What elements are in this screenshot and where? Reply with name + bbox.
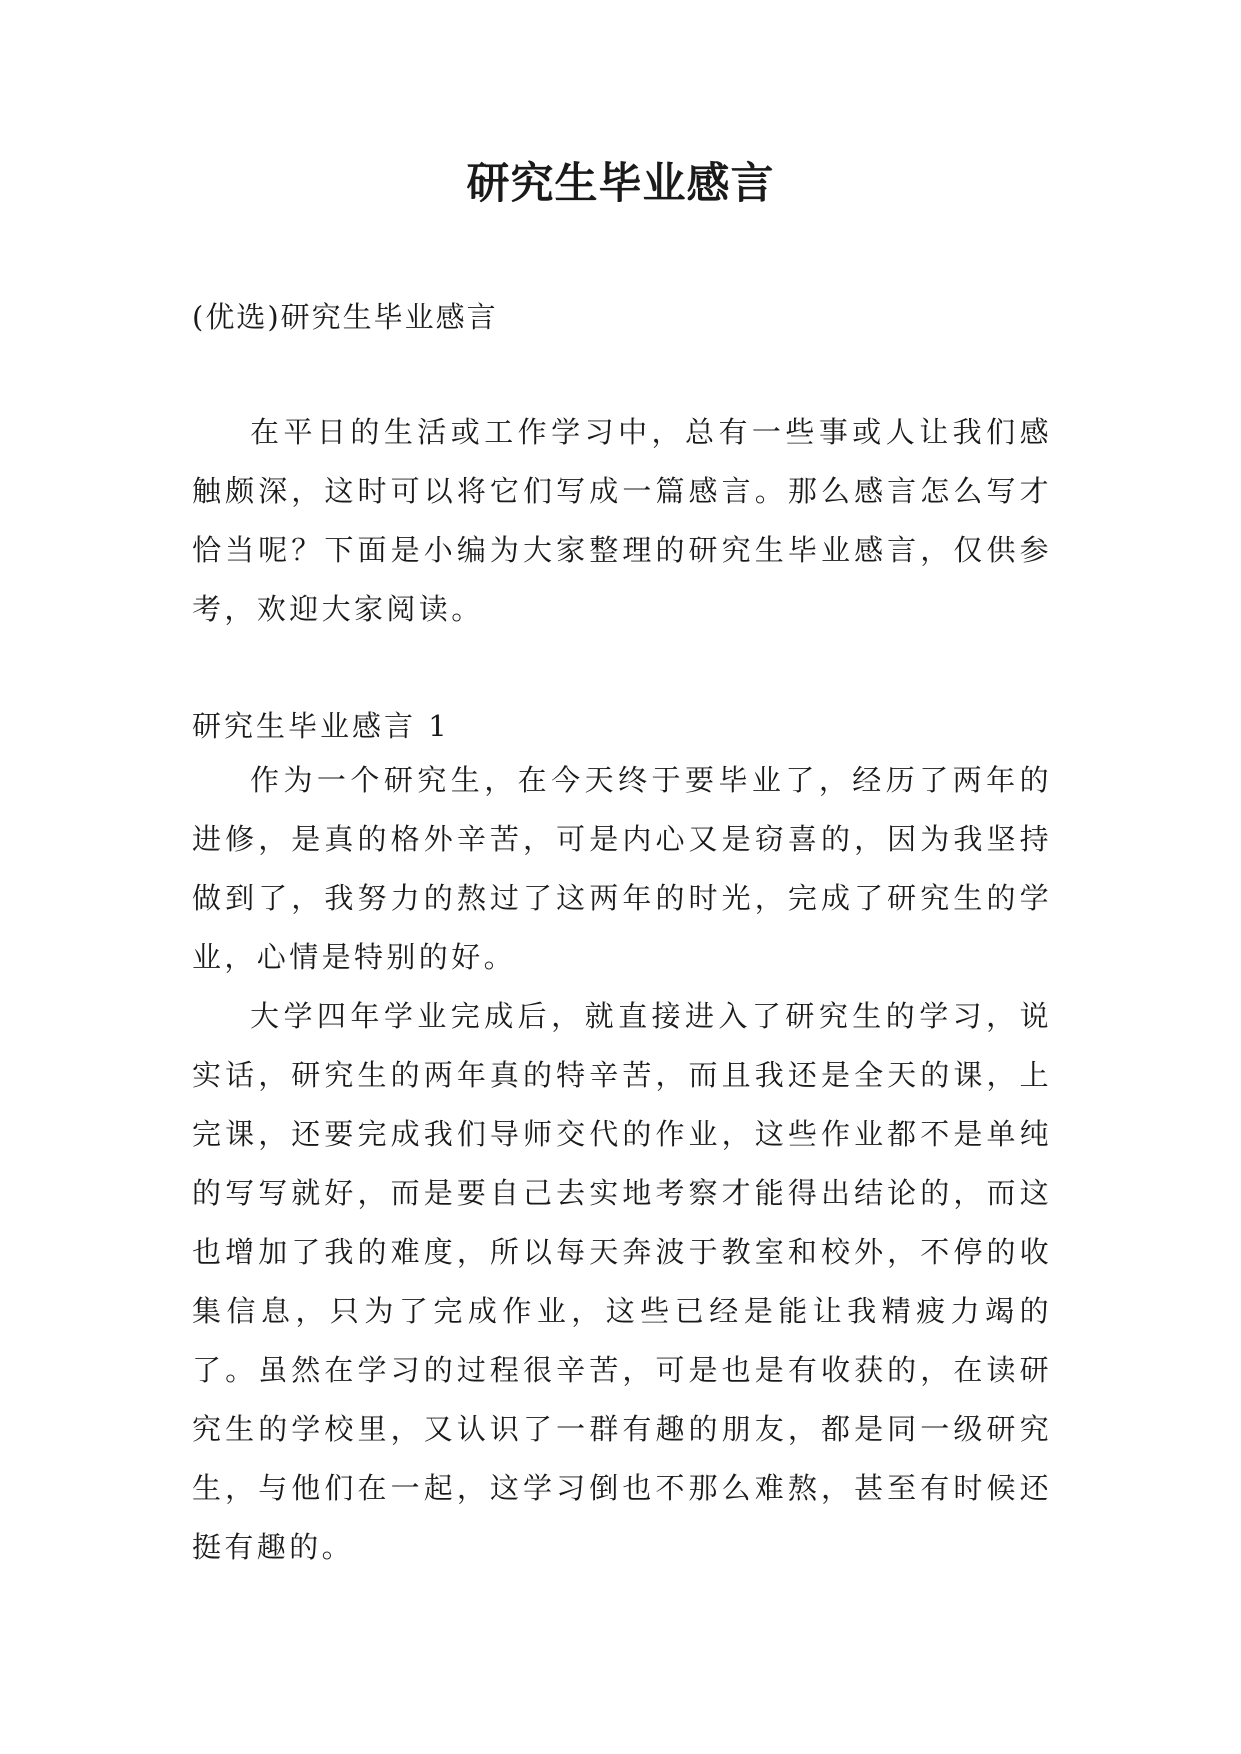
intro-block: [192, 403, 1052, 639]
body-paragraph: 作为一个研究生，在今天终于要毕业了，经历了两年的进修，是真的格外辛苦，可是内心又是窃喜的，因为我坚持做到了，我努力的熬过了这两年的时光，完成了研究生的学业，心情是特别的好。: [192, 763, 1052, 974]
section-body: [192, 751, 1052, 1577]
intro-paragraph: 在平日的生活或工作学习中，总有一些事或人让我们感触颇深，这时可以将它们写成一篇感言。那么感言怎么写才恰当呢？下面是小编为大家整理的研究生毕业感言，仅供参考，欢迎大家阅读。: [192, 415, 1052, 626]
document-title: 研究生毕业感言: [466, 159, 775, 209]
body-paragraph: 大学四年学业完成后，就直接进入了研究生的学习，说实话，研究生的两年真的特辛苦，而且我还是全天的课，上完课，还要完成我们导师交代的作业，这些作业都不是单纯的写写就好，而是要自己去实地考察才能得出结论的，而这也增加了我的难度，所以每天奔波于教室和校外，不停的收集信息，只为了完成作业，这些已经是能让我精疲力竭的了。虽然在学习的过程很辛苦，可是也是有收获的，在读研究生的学校里，又认识了一群有趣的朋友，都是同一级研究生，与他们在一起，这学习倒也不那么难熬，甚至有时候还挺有趣的。: [192, 999, 1052, 1564]
section-heading: 研究生毕业感言 1: [192, 709, 450, 743]
document-subtitle: (优选)研究生毕业感言: [192, 300, 498, 334]
